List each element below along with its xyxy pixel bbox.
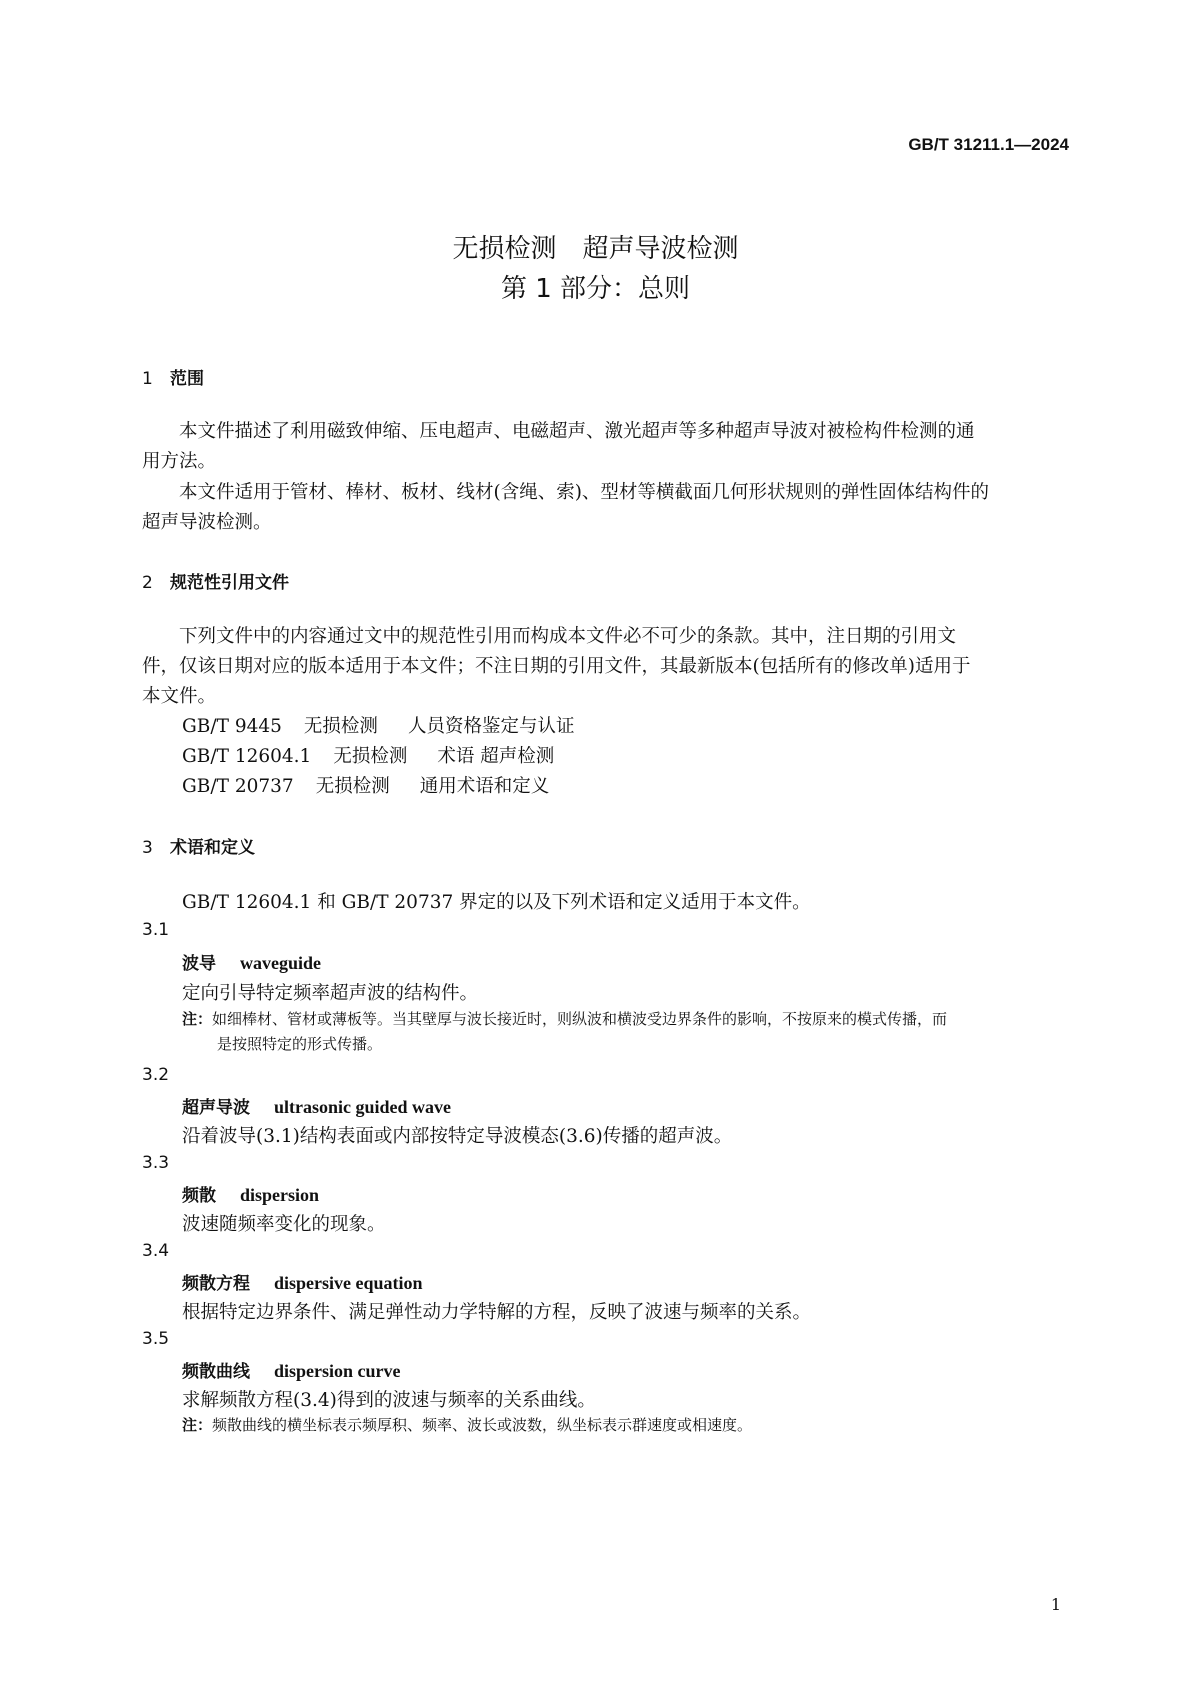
term-number: 3.2 [142, 1065, 170, 1085]
term-number: 3.5 [142, 1329, 170, 1349]
note-text-cont: 是按照特定的形式传播。 [217, 1035, 383, 1053]
term-entry [182, 1357, 401, 1382]
note-text: 如细棒材、管材或薄板等。当其壁厚与波长接近时，则纵波和横波受边界条件的影响，不按原来的模式传播，而 [212, 1010, 948, 1028]
section-2-paragraph: 下列文件中的内容通过文中的规范性引用而构成本文件必不可少的条款。其中，注日期的引用文 [179, 626, 957, 647]
term-definition: 定向引导特定频率超声波的结构件。 [182, 983, 479, 1004]
section-number: 3 [142, 838, 153, 858]
term-en: dispersion [240, 1185, 320, 1205]
term-en: dispersion curve [274, 1361, 401, 1381]
term-zh: 波导 [182, 954, 216, 974]
section-3-heading [142, 833, 255, 858]
reference-title-part: 术语 超声检测 [437, 746, 555, 767]
term-note [182, 1007, 1062, 1057]
note-text: 频散曲线的横坐标表示频厚积、频率、波长或波数，纵坐标表示群速度或相速度。 [212, 1416, 753, 1434]
term-entry [182, 1181, 319, 1206]
text-line: 本文件适用于管材、棒材、板材、线材(含绳、索)、型材等横截面几何形状规则的弹性固体结构件的 [179, 482, 989, 503]
term-zh: 频散 [182, 1186, 216, 1206]
reference-title-main: 无损检测 [333, 746, 408, 767]
term-zh: 频散曲线 [182, 1362, 250, 1382]
term-definition: 波速随频率变化的现象。 [182, 1214, 386, 1235]
reference-code: GB/T 9445 [182, 716, 282, 737]
note-label: 注： [182, 1010, 213, 1028]
page-number: 1 [1050, 1595, 1061, 1614]
section-1-heading [142, 364, 204, 389]
section-1-paragraph-1 [142, 417, 1062, 447]
term-definition: 求解频散方程(3.4)得到的波速与频率的关系曲线。 [182, 1390, 596, 1411]
term-note [182, 1413, 1062, 1438]
reference-code: GB/T 12604.1 [182, 746, 312, 767]
section-2-heading [142, 568, 289, 593]
term-entry [182, 1093, 451, 1118]
normative-reference [182, 772, 549, 798]
term-definition: 根据特定边界条件、满足弹性动力学特解的方程，反映了波速与频率的关系。 [182, 1302, 812, 1323]
reference-title-part: 通用术语和定义 [419, 776, 550, 797]
section-title: 范围 [170, 369, 204, 389]
document-title-line1: 无损检测 超声导波检测 [452, 234, 739, 264]
section-3-intro: GB/T 12604.1 和 GB/T 20737 界定的以及下列术语和定义适用于本文件。 [182, 892, 811, 913]
section-1-paragraph-1-cont: 用方法。 [142, 451, 217, 472]
term-zh: 超声导波 [182, 1098, 250, 1118]
term-zh: 频散方程 [182, 1274, 250, 1294]
term-en: dispersive equation [274, 1273, 423, 1293]
term-entry [182, 1269, 423, 1294]
reference-title-main: 无损检测 [315, 776, 390, 797]
term-number: 3.1 [142, 920, 170, 940]
section-number: 2 [142, 573, 153, 593]
note-label: 注： [182, 1416, 213, 1434]
reference-title-main: 无损检测 [303, 716, 378, 737]
normative-reference [182, 712, 574, 738]
term-number: 3.4 [142, 1241, 170, 1261]
section-title: 术语和定义 [170, 838, 255, 858]
section-1-paragraph-2 [142, 478, 1062, 508]
text-line: 本文件描述了利用磁致伸缩、压电超声、电磁超声、激光超声等多种超声导波对被检构件检测的通 [179, 421, 975, 442]
document-title-line2: 第 1 部分：总则 [500, 274, 691, 304]
section-2-paragraph-cont: 本文件。 [142, 686, 217, 707]
term-definition: 沿着波导(3.1)结构表面或内部按特定导波模态(3.6)传播的超声波。 [182, 1126, 733, 1147]
term-entry [182, 949, 321, 974]
term-en: waveguide [240, 953, 321, 973]
reference-code: GB/T 20737 [182, 776, 294, 797]
section-2-paragraph-cont: 件，仅该日期对应的版本适用于本文件；不注日期的引用文件，其最新版本(包括所有的修改单)适用于 [142, 656, 971, 677]
term-en: ultrasonic guided wave [274, 1097, 452, 1117]
section-title: 规范性引用文件 [170, 573, 289, 593]
section-1-paragraph-2-cont: 超声导波检测。 [142, 512, 272, 533]
normative-reference [182, 742, 554, 768]
standard-code: GB/T 31211.1—2024 [908, 135, 1069, 154]
reference-title-part: 人员资格鉴定与认证 [407, 716, 575, 737]
term-number: 3.3 [142, 1153, 170, 1173]
section-number: 1 [142, 369, 153, 389]
